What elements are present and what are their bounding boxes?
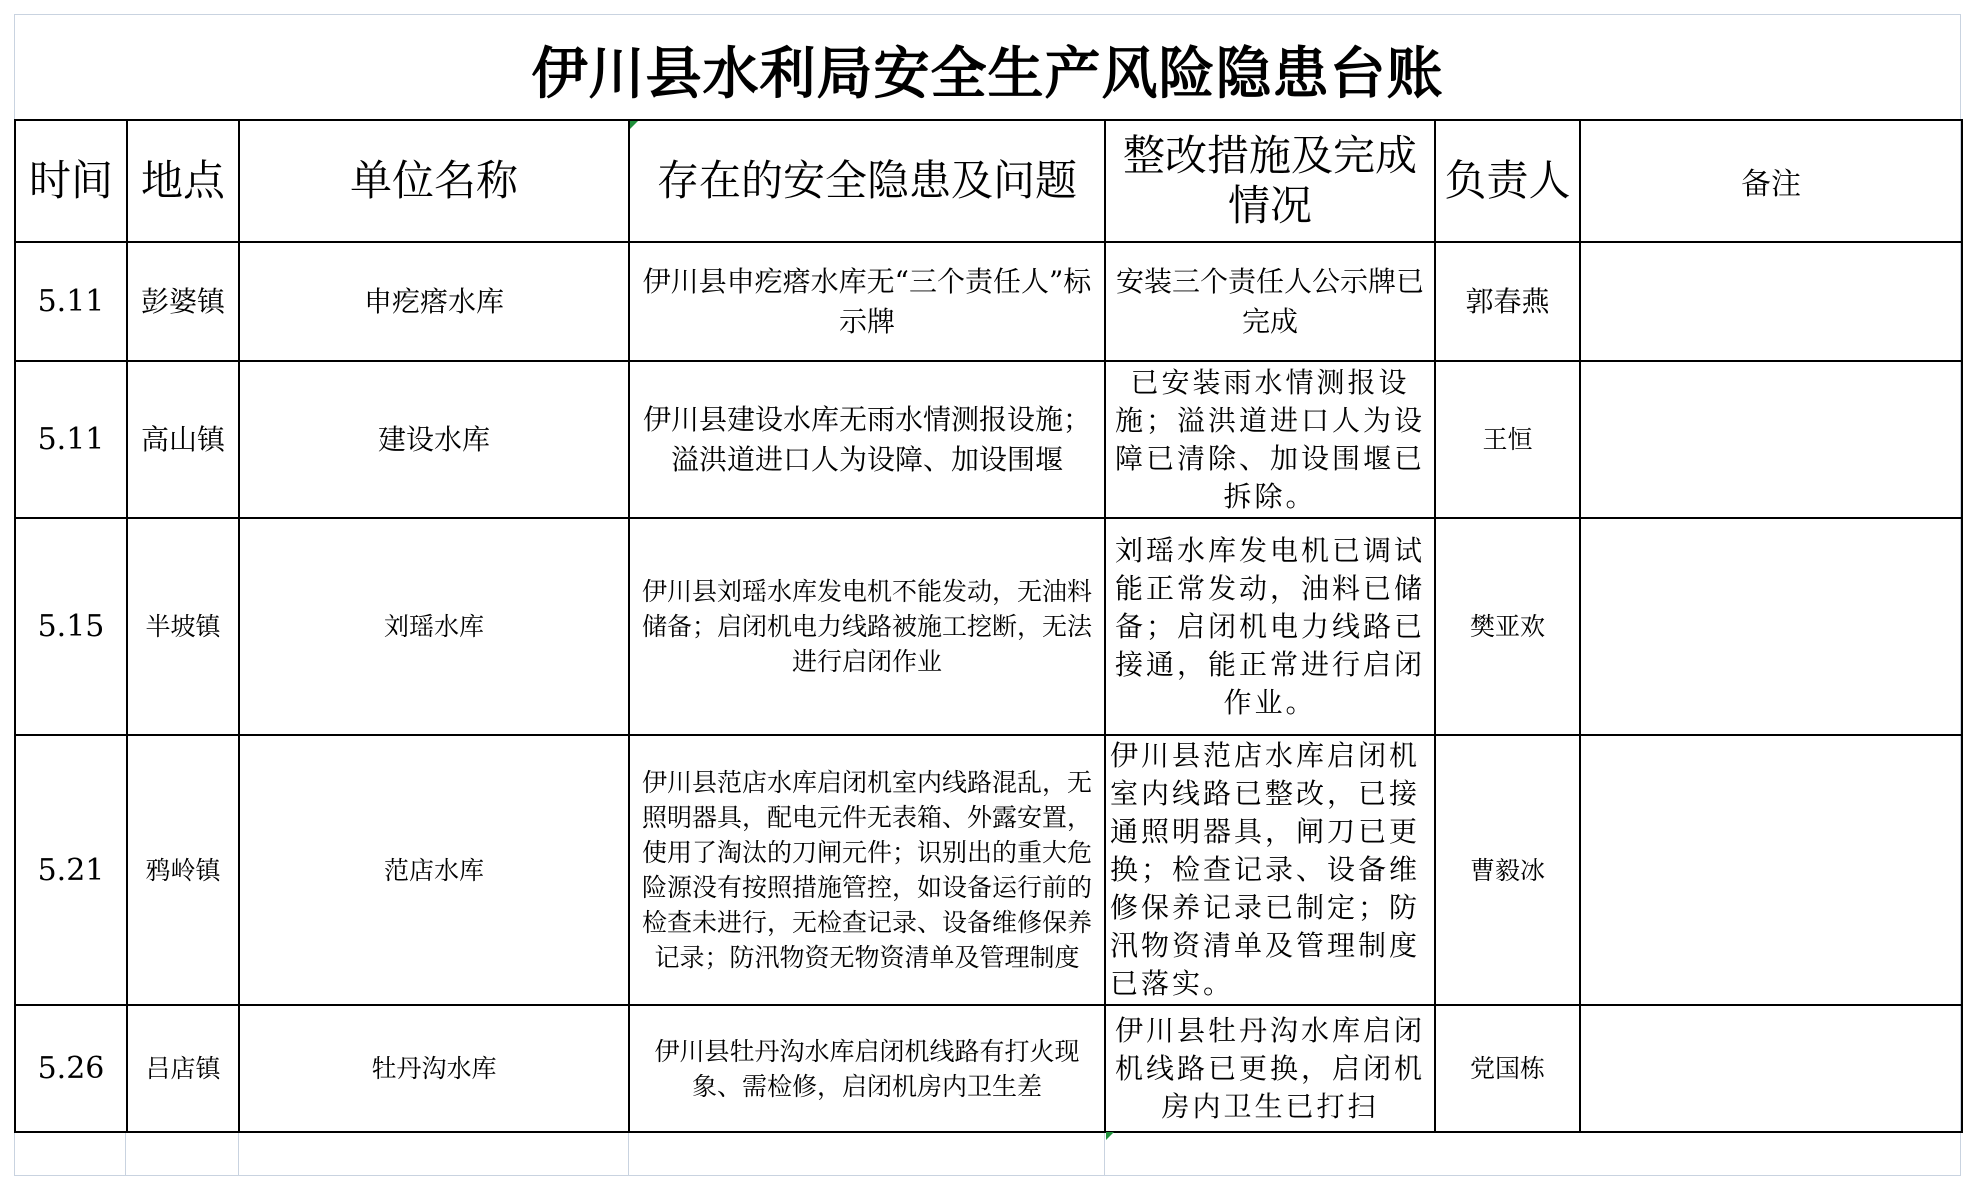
cell-measures[interactable]: 刘瑶水库发电机已调试能正常发动，油料已储备；启闭机电力线路已接通，能正常进行启闭作业。 [1105, 518, 1435, 735]
cell-measures[interactable]: 安装三个责任人公示牌已完成 [1105, 242, 1435, 361]
cell-hazard[interactable]: 伊川县建设水库无雨水情测报设施；溢洪道进口人为设障、加设围堰 [629, 361, 1105, 518]
cell-location[interactable]: 彭婆镇 [127, 242, 239, 361]
header-time[interactable]: 时间 [15, 120, 127, 242]
cell-time[interactable]: 5.11 [15, 361, 127, 518]
header-measures[interactable]: 整改措施及完成情况 [1105, 120, 1435, 242]
cell-hazard[interactable]: 伊川县牡丹沟水库启闭机线路有打火现象、需检修，启闭机房内卫生差 [629, 1005, 1105, 1132]
cell-time[interactable]: 5.21 [15, 735, 127, 1005]
cell-unit-name[interactable]: 申疙瘩水库 [239, 242, 629, 361]
grid-line [628, 1132, 629, 1176]
table-row [15, 735, 1962, 1005]
header-hazard[interactable]: 存在的安全隐患及问题 [629, 120, 1105, 242]
cell-hazard[interactable]: 伊川县范店水库启闭机室内线路混乱，无照明器具，配电元件无表箱、外露安置，使用了淘汰的刀闸元件；识别出的重大危险源没有按照措施管控，如设备运行前的检查未进行，无检查记录、设备维修保养记录；防汛物资无物资清单及管理制度 [629, 735, 1105, 1005]
cell-hazard[interactable]: 伊川县刘瑶水库发电机不能发动，无油料储备；启闭机电力线路被施工挖断，无法进行启闭作业 [629, 518, 1105, 735]
cell-unit-name[interactable]: 建设水库 [239, 361, 629, 518]
table-row [15, 361, 1962, 518]
cell-owner[interactable]: 樊亚欢 [1435, 518, 1580, 735]
grid-line [125, 1132, 126, 1176]
cell-measures[interactable]: 已安装雨水情测报设施；溢洪道进口人为设障已清除、加设围堰已拆除。 [1105, 361, 1435, 518]
cell-location[interactable]: 鸦岭镇 [127, 735, 239, 1005]
cell-owner[interactable]: 郭春燕 [1435, 242, 1580, 361]
header-unit-name[interactable]: 单位名称 [239, 120, 629, 242]
cell-notes[interactable] [1580, 1005, 1962, 1132]
hazard-ledger-table [14, 119, 1963, 1133]
cell-owner[interactable]: 王恒 [1435, 361, 1580, 518]
cell-time[interactable]: 5.15 [15, 518, 127, 735]
table-row [15, 518, 1962, 735]
table-row [15, 242, 1962, 361]
cell-measures[interactable]: 伊川县范店水库启闭机室内线路已整改，已接通照明器具，闸刀已更换；检查记录、设备维修保养记录已制定；防汛物资清单及管理制度已落实。 [1105, 735, 1435, 1005]
cell-unit-name[interactable]: 范店水库 [239, 735, 629, 1005]
comment-marker-icon [630, 121, 638, 129]
cell-notes[interactable] [1580, 242, 1962, 361]
table-row [15, 1005, 1962, 1132]
cell-notes[interactable] [1580, 361, 1962, 518]
header-notes[interactable]: 备注 [1580, 120, 1962, 242]
cell-unit-name[interactable]: 牡丹沟水库 [239, 1005, 629, 1132]
cell-location[interactable]: 高山镇 [127, 361, 239, 518]
cell-hazard[interactable]: 伊川县申疙瘩水库无“三个责任人”标示牌 [629, 242, 1105, 361]
comment-marker-icon [1106, 1132, 1114, 1140]
cell-notes[interactable] [1580, 518, 1962, 735]
header-row [15, 120, 1962, 242]
cell-time[interactable]: 5.11 [15, 242, 127, 361]
cell-location[interactable]: 半坡镇 [127, 518, 239, 735]
cell-notes[interactable] [1580, 735, 1962, 1005]
cell-location[interactable]: 吕店镇 [127, 1005, 239, 1132]
cell-unit-name[interactable]: 刘瑶水库 [239, 518, 629, 735]
header-owner[interactable]: 负责人 [1435, 120, 1580, 242]
cell-measures[interactable]: 伊川县牡丹沟水库启闭机线路已更换，启闭机房内卫生已打扫 [1105, 1005, 1435, 1132]
page-title: 伊川县水利局安全生产风险隐患台账 [531, 41, 1444, 107]
grid-line [1104, 1132, 1105, 1176]
header-location[interactable]: 地点 [127, 120, 239, 242]
cell-time[interactable]: 5.26 [15, 1005, 127, 1132]
grid-line [238, 1132, 239, 1176]
cell-owner[interactable]: 曹毅冰 [1435, 735, 1580, 1005]
cell-owner[interactable]: 党国栋 [1435, 1005, 1580, 1132]
